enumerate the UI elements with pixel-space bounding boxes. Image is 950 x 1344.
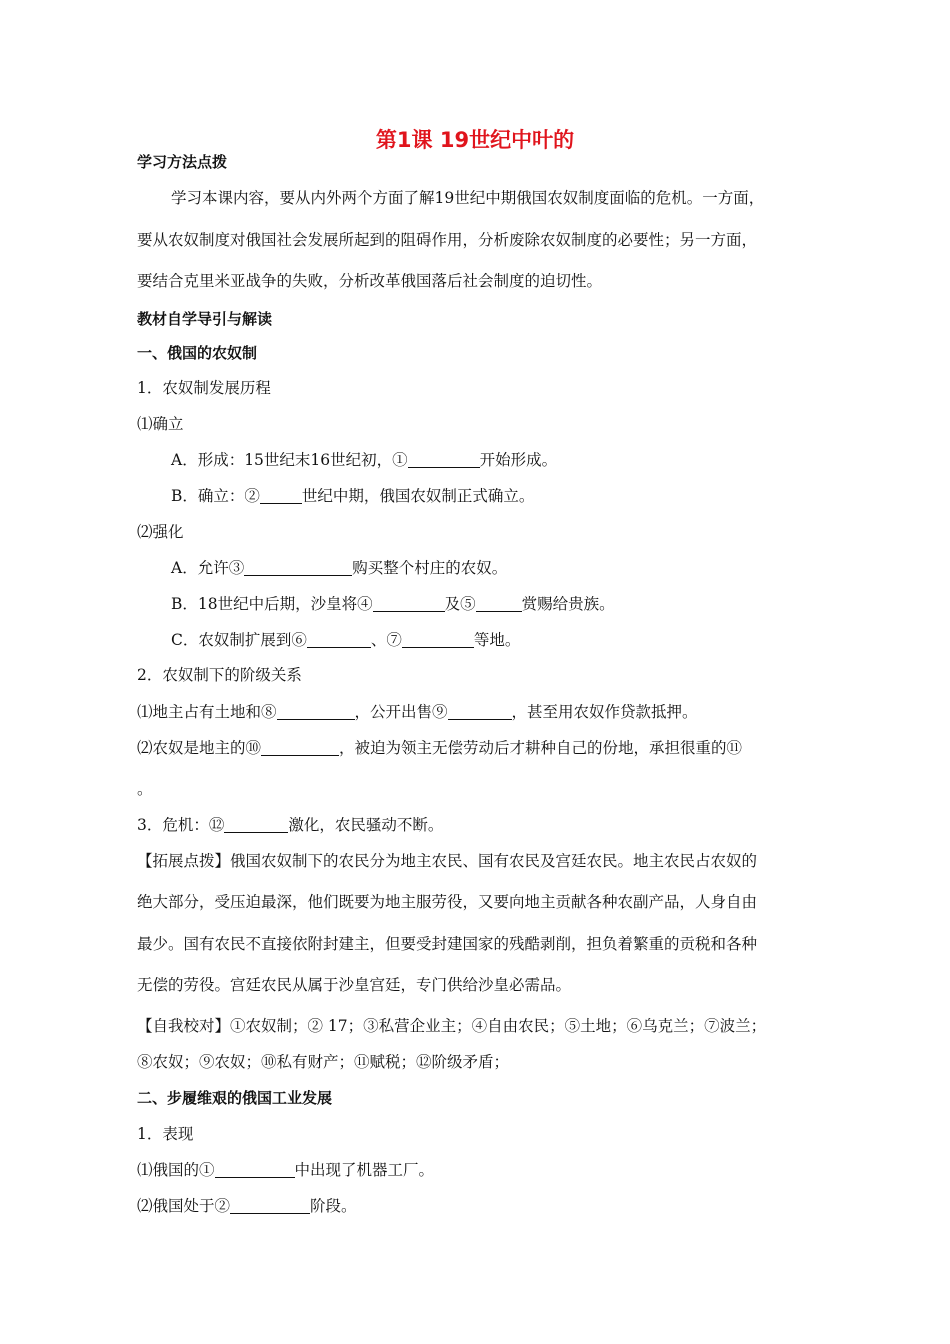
- s1-c2-post: 等地。: [473, 631, 521, 649]
- s1-c2-mid: 、⑦: [370, 631, 402, 649]
- s1-b2-post: 赏赐给贵族。: [521, 595, 615, 613]
- s1-item-2: 2．农奴制下的阶级关系: [137, 666, 302, 684]
- s1-b1-pre: B．确立：②: [171, 487, 260, 505]
- check-line-1: 【自我校对】①农奴制；② 17；③私营企业主；④自由农民；⑤土地；⑥乌克兰；⑦波兰；: [137, 1017, 767, 1035]
- s1-c2-pre: C．农奴制扩展到⑥: [171, 631, 307, 649]
- s1-item-1: 1．农奴制发展历程: [137, 379, 271, 397]
- s1-item3-pre: 3．危机：⑫: [137, 816, 225, 834]
- section2-heading: 二、步履维艰的俄国工业发展: [137, 1089, 333, 1107]
- s1-b2-mid: 及⑤: [444, 595, 476, 613]
- s1-rel1-post: ，甚至用农奴作贷款抵押。: [511, 703, 698, 721]
- s1-rel2-post: ，被迫为领主无偿劳动后才耕种自己的份地，承担很重的⑪: [339, 739, 743, 757]
- s1-b1: [171, 486, 534, 506]
- s1-a1: [171, 450, 557, 470]
- method-para-line-2: 要从农奴制度对俄国社会发展所起到的阻碍作用，分析废除农奴制度的必要性；另一方面，: [137, 231, 758, 249]
- page-title: 第1课 19世纪中叶的: [375, 128, 575, 152]
- s2-p2: [137, 1196, 357, 1216]
- blank-6: [307, 631, 371, 648]
- s1-b2-pre: B．18世纪中后期，沙皇将④: [171, 595, 373, 613]
- s2-p1-post: 中出现了机器工厂。: [294, 1161, 435, 1179]
- s1-rel2-pre: ⑵农奴是地主的⑩: [137, 739, 262, 757]
- s1-rel2-end: 。: [137, 780, 153, 798]
- s1-a2-post: 购买整个村庄的农奴。: [352, 559, 508, 577]
- s1-sub-1: ⑴确立: [137, 415, 184, 433]
- s1-b2: [171, 594, 615, 614]
- expand-line-2: 绝大部分，受压迫最深，他们既要为地主服劳役，又要向地主贡献各种农副产品，人身自由: [137, 893, 758, 911]
- s1-item-3: [137, 815, 443, 835]
- s1-item3-post: 激化，农民骚动不断。: [288, 816, 444, 834]
- blank-s2-1: [215, 1161, 295, 1178]
- s1-c2: [171, 630, 520, 650]
- blank-9: [448, 703, 512, 720]
- expand-line-1: 【拓展点拨】俄国农奴制下的农民分为地主农民、国有农民及宫廷农民。地主农民占农奴的: [137, 852, 758, 870]
- s2-p2-post: 阶段。: [310, 1197, 357, 1215]
- blank-s2-2: [230, 1197, 310, 1214]
- method-para-line-3: 要结合克里米亚战争的失败，分析改革俄国落后社会制度的迫切性。: [137, 272, 603, 290]
- guide-heading: 教材自学导引与解读: [137, 310, 273, 328]
- method-para-line-1: 学习本课内容，要从内外两个方面了解19世纪中期俄国农奴制度面临的危机。一方面，: [171, 189, 765, 207]
- s2-p1: [137, 1160, 434, 1180]
- blank-3: [244, 559, 352, 576]
- expand-line-4: 无偿的劳役。宫廷农民从属于沙皇宫廷，专门供给沙皇必需品。: [137, 976, 572, 994]
- s1-rel1-pre: ⑴地主占有土地和⑧: [137, 703, 277, 721]
- s2-p1-pre: ⑴俄国的①: [137, 1161, 215, 1179]
- s1-b1-post: 世纪中期，俄国农奴制正式确立。: [301, 487, 535, 505]
- blank-8: [277, 703, 355, 720]
- expand-line-3: 最少。国有农民不直接依附封建主，但要受封建国家的残酷剥削，担负着繁重的贡税和各种: [137, 935, 758, 953]
- s1-a2: [171, 558, 507, 578]
- s1-sub-2: ⑵强化: [137, 523, 184, 541]
- blank-7: [402, 631, 474, 648]
- blank-5: [476, 595, 522, 612]
- s1-a2-pre: A．允许③: [171, 559, 245, 577]
- s1-rel1-mid: ，公开出售⑨: [354, 703, 448, 721]
- method-heading: 学习方法点拨: [137, 153, 228, 171]
- blank-2: [260, 487, 302, 504]
- blank-4: [373, 595, 445, 612]
- s1-a1-pre: A．形成：15世纪末16世纪初，①: [171, 451, 408, 469]
- s1-a1-post: 开始形成。: [479, 451, 558, 469]
- blank-12: [224, 816, 288, 833]
- s2-p2-pre: ⑵俄国处于②: [137, 1197, 231, 1215]
- section1-heading: 一、俄国的农奴制: [137, 344, 258, 362]
- check-line-2: ⑧农奴；⑨农奴；⑩私有财产；⑪赋税；⑫阶级矛盾；: [137, 1053, 510, 1071]
- s2-item-1: 1．表现: [137, 1125, 194, 1143]
- blank-1: [408, 451, 480, 468]
- blank-10: [261, 739, 339, 756]
- s1-rel1: [137, 702, 698, 722]
- s1-rel2: [137, 738, 742, 758]
